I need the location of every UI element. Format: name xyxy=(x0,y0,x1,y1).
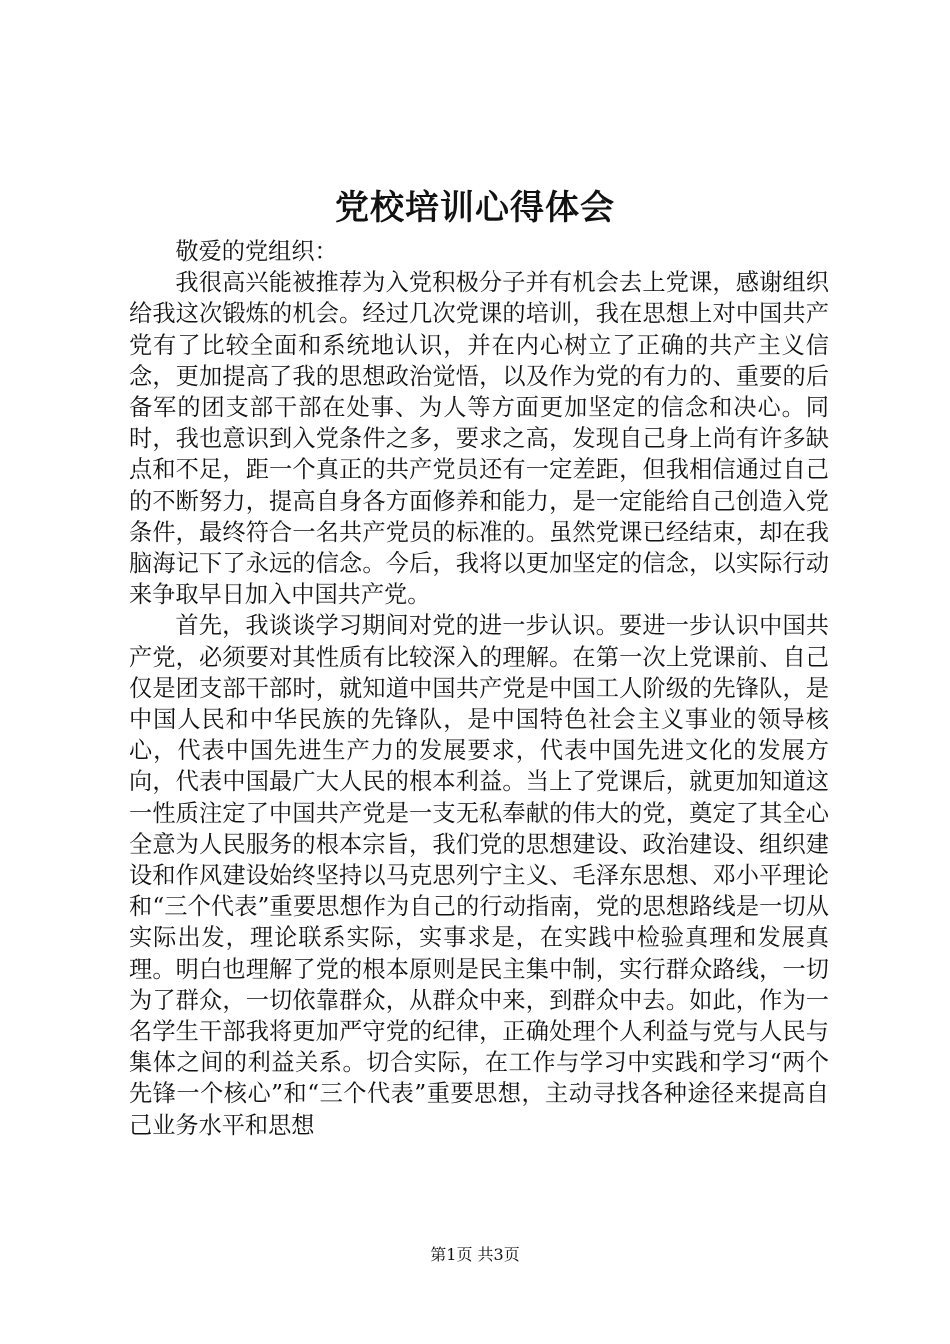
salutation: 敬爱的党组织： xyxy=(175,238,338,265)
document-title: 党校培训心得体会 xyxy=(335,188,615,228)
paragraph-1: 我很高兴能被推荐为入党积极分子并有机会去上党课，感谢组织给我这次锻炼的机会。经过几次党课的培训，我在思想上对中国共产党有了比较全面和系统地认识，并在内心树立了正确的共产主义信念，更加提高了我的思想政治觉悟，以及作为党的有力的、重要的后备军的团支部干部在处事、为人等方面更加坚定的信念和决心。同时，我也意识到入党条件之多，要求之高，发现自己身上尚有许多缺点和不足，距一个真正的共产党员还有一定差距，但我相信通过自己的不断努力，提高自身各方面修养和能力，是一定能给自己创造入党条件，最终符合一名共产党员的标准的。虽然党课已经结束，却在我脑海记下了永远的信念。今后，我将以更加坚定的信念，以实际行动来争取早日加入中国共产党。 xyxy=(129,269,829,609)
document-body xyxy=(129,236,829,1141)
page-number-footer: 第1页 共3页 xyxy=(430,1245,520,1264)
paragraph-2: 首先，我谈谈学习期间对党的进一步认识。要进一步认识中国共产党，必须要对其性质有比较深入的理解。在第一次上党课前、自己仅是团支部干部时，就知道中国共产党是中国工人阶级的先锋队，是中国人民和中华民族的先锋队，是中国特色社会主义事业的领导核心，代表中国先进生产力的发展要求，代表中国先进文化的发展方向，代表中国最广大人民的根本利益。当上了党课后，就更加知道这一性质注定了中国共产党是一支无私奉献的伟大的党，奠定了其全心全意为人民服务的根本宗旨，我们党的思想建设、政治建设、组织建设和作风建设始终坚持以马克思列宁主义、毛泽东思想、邓小平理论和“三个代表”重要思想作为自己的行动指南，党的思想路线是一切从实际出发，理论联系实际，实事求是，在实践中检验真理和发展真理。明白也理解了党的根本原则是民主集中制，实行群众路线，一切为了群众，一切依靠群众，从群众中来，到群众中去。如此，作为一名学生干部我将更加严守党的纪律，正确处理个人利益与党与人民与集体之间的利益关系。切合实际，在工作与学习中实践和学习“两个先锋一个核心”和“三个代表”重要思想，主动寻找各种途径来提高自己业务水平和思想 xyxy=(129,612,829,1139)
